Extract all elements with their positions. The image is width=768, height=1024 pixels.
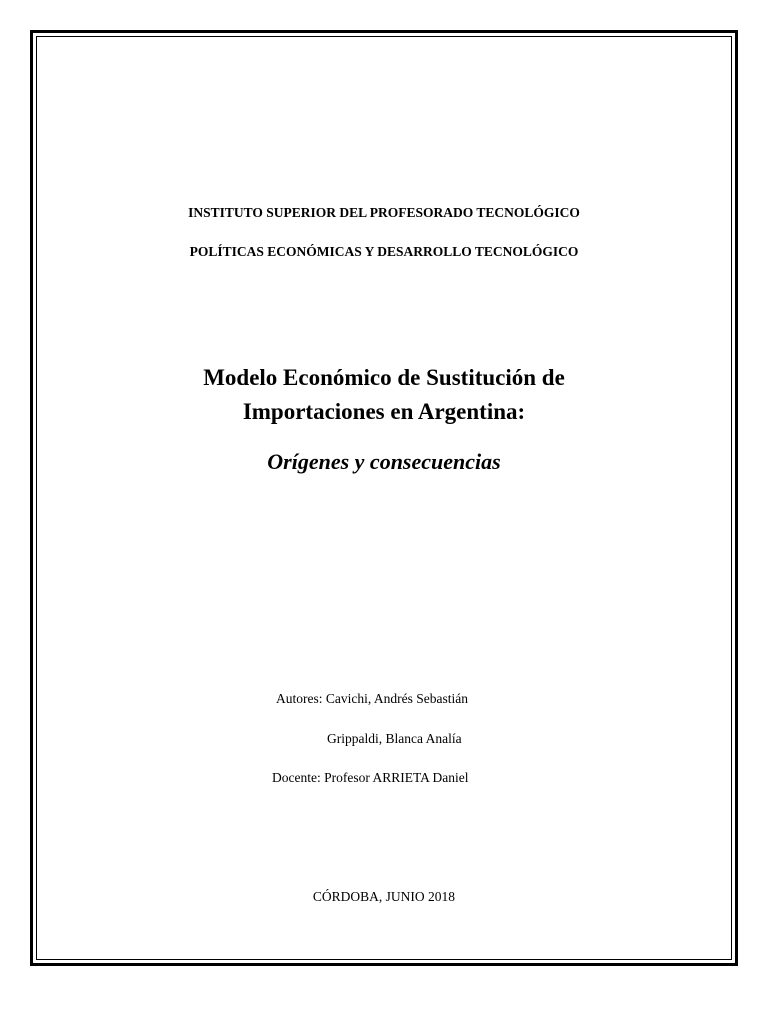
page-border-inner [36, 36, 732, 960]
course-name: POLÍTICAS ECONÓMICAS Y DESARROLLO TECNOLÓGICO [189, 244, 579, 259]
document-title-line-1: Modelo Económico de Sustitución de [203, 365, 565, 390]
institution-name: INSTITUTO SUPERIOR DEL PROFESORADO TECNOLÓGICO [188, 205, 580, 220]
authors-line-2: Grippaldi, Blanca Analía [327, 731, 462, 746]
document-title-line-2: Importaciones en Argentina: [242, 399, 526, 424]
teacher-line: Docente: Profesor ARRIETA Daniel [272, 770, 469, 785]
document-subtitle: Orígenes y consecuencias [267, 449, 501, 474]
authors-line-1: Autores: Cavichi, Andrés Sebastián [276, 691, 468, 706]
place-and-date: CÓRDOBA, JUNIO 2018 [312, 889, 456, 904]
